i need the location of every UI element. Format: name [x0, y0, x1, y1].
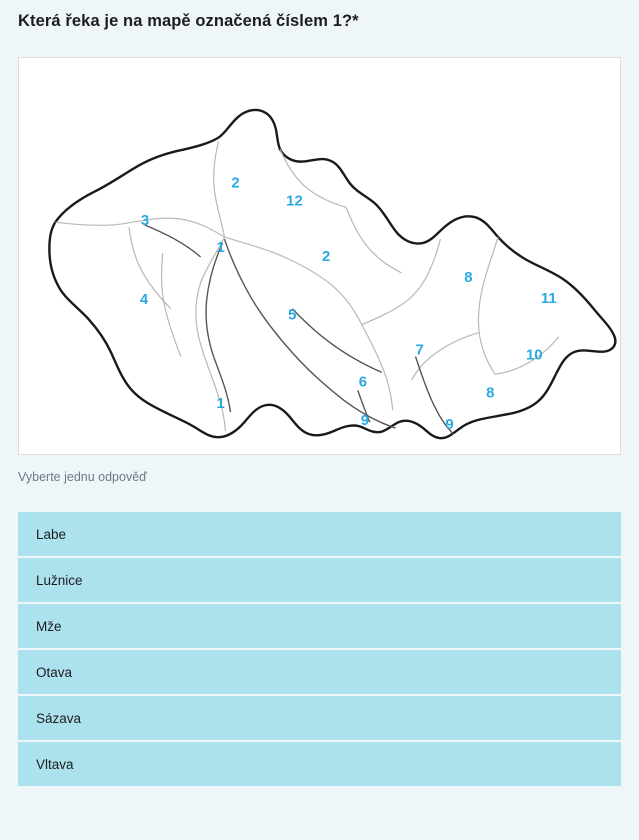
option-label: Labe — [36, 526, 67, 542]
map-label: 2 — [321, 247, 331, 265]
option-luznice[interactable] — [18, 558, 621, 604]
option-label: Vltava — [36, 756, 74, 772]
map-label: 6 — [358, 373, 368, 391]
option-vltava[interactable] — [18, 742, 621, 788]
map-label: 11 — [540, 289, 557, 307]
option-label: Lužnice — [36, 572, 83, 588]
map-label: 1 — [216, 395, 225, 413]
option-otava[interactable] — [18, 650, 621, 696]
answer-options — [18, 512, 621, 788]
map-label: 3 — [140, 212, 150, 230]
map-label: 1 — [216, 239, 225, 257]
map-label: 8 — [486, 384, 495, 402]
map-label: 9 — [445, 416, 454, 434]
option-label: Otava — [36, 664, 73, 680]
map-label: 7 — [415, 341, 424, 359]
map-card — [18, 57, 621, 455]
map-label: 5 — [288, 306, 297, 324]
page-title: Která řeka je na mapě označená číslem 1?* — [18, 12, 359, 30]
map-label: 4 — [139, 290, 149, 308]
option-label: Mže — [36, 618, 62, 634]
map-label: 2 — [231, 174, 240, 192]
answer-hint: Vyberte jednu odpověď — [18, 470, 147, 484]
czech-republic-map — [19, 58, 620, 454]
option-sazava[interactable] — [18, 696, 621, 742]
option-labe[interactable] — [18, 512, 621, 558]
country-border — [49, 110, 615, 438]
option-label: Sázava — [36, 710, 82, 726]
map-label: 8 — [464, 268, 473, 286]
map-label: 10 — [525, 346, 543, 364]
map-label: 12 — [286, 192, 303, 210]
option-mze[interactable] — [18, 604, 621, 650]
map-label: 9 — [360, 412, 370, 430]
